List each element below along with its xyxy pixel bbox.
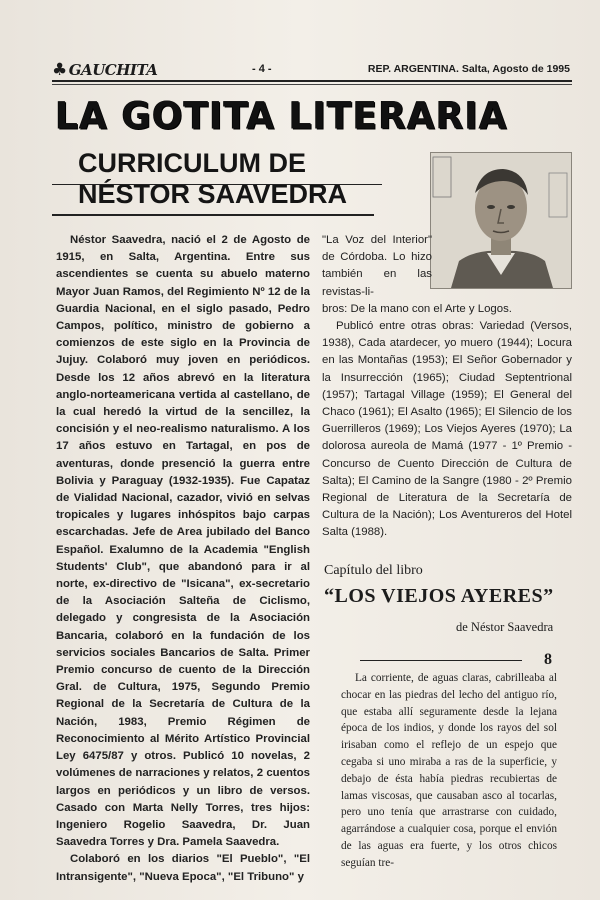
dateline: REP. ARGENTINA. Salta, Agosto de 1995 — [367, 63, 570, 75]
section-masthead: LA GOTITA LITERARIA — [55, 94, 508, 139]
works-column — [322, 232, 572, 542]
biography-paragraph-2-continued: "La Voz del Interior" de Córdoba. Lo hizo también en las revistas-li- — [322, 234, 432, 298]
biography-paragraph-2-end: bros: De la mano con el Arte y Logos. — [322, 302, 512, 315]
chapter-rule — [360, 660, 522, 661]
page-header — [52, 60, 570, 82]
header-rule-thin — [52, 84, 572, 85]
headline-line-1: CURRICULUM DE — [78, 148, 306, 178]
biography-paragraph-2-start: Colaboró en los diarios "El Pueblo", "El Intransigente", "Nueva Epoca", "El Tribuno" y — [56, 853, 310, 883]
chapter-label: Capítulo del libro — [324, 563, 423, 578]
newspaper-logo — [52, 60, 157, 80]
logo-text: GAUCHITA — [68, 61, 158, 79]
works-paragraph: Publicó entre otras obras: Variedad (Versos, 1938), Cada atardecer, yo muero (1944); Locura en las Montañas (1953); El Señor Gobernador y la Insurrección (1965); Ciudad Septentrional (1957); Tartagal Village (1959); El General del Chaco (1961); El Asalto (1965); El Silencio de los Guerrilleros (1969); Los Viejos Ayeres (1970); La dolorosa aureola de Mamá (1977 - 1º Premio - Concurso de Cuento Dirección de Cultura de Salta); El Camino de la Sangre (1980 - 2º Premio Regional de Literatura de la Secretaría de Cultura de la Nación); Los Aventureros del Hotel Salta (1988). — [322, 320, 572, 539]
chapter-number: 8 — [544, 651, 552, 668]
chapter-excerpt — [341, 670, 557, 872]
header-rule — [52, 80, 572, 82]
headline-rule-1 — [52, 184, 382, 185]
excerpt-paragraph: La corriente, de aguas claras, cabrilleaba al chocar en las piedras del lecho del antiguo río, que estaba allí seguramente desde la lejana época de los indios, y donde los rayos del sol irisaban como el reflejo de un espejo que cegaba si uno miraba a ras de la superficie, y debajo de ésta había piedras recubiertas de lamas viscosas, que causaban asco al tocarlas, pero uno tenía que arrastrarse con cuidado, agarrándose a cualquier cosa, porque el envión de las aguas era fuerte, y los otros chicos seguían tre- — [341, 672, 557, 869]
headline-rule-2 — [52, 214, 374, 216]
article-headline — [78, 148, 378, 210]
biography-column — [56, 232, 310, 886]
biography-paragraph-1: Néstor Saavedra, nació el 2 de Agosto de 1915, en Salta, Argentina. Entre sus ascendientes se cuenta su abuelo materno Mayor Juan Ramos, del Regimiento Nº 12 de la Guardia Nacional, en el siglo pasado, Pedro Campos, político, ministro de gobierno a comienzos de este siglo en la Provincia de Jujuy. Colaboró muy joven en periódicos. Desde los 12 años abrevó en la literatura anglo-norteamericana vertida al castellano, de la cual heredó la virtud de la sencillez, la concisión y el neo-realismo naturalismo. A los 17 años estuvo en Tartagal, en pos de aventuras, donde presenció la guerra entre Bolivia y Paraguay (1932-1935). Fue Capataz de Vialidad Nacional, cazador, vivió en selvas tropicales y lugares inhóspitos bajo carpas escarchadas. Jefe de Area jubilado del Banco Español. Exalumno de la Academia "English Students' Club", que abandonó para ir al norte, ex-directivo de "Isicana", ex-secretario de la Asociación Salteña de Ciclismo, delegado y congresista de la Asociación Bancaria, colaboró en la fundación de los servicios sociales Bancarios de Salta. Primer Premio concurso de cuento de la Dirección Gral. de Cultura, 1975, Segundo Premio Regional de la Secretaría de Cultura de la Nación, 1983, Premio Régimen de Reconocimiento al Mérito Artístico Provincial Ley 6475/87 y otros. Publicó 10 novelas, 2 volúmenes de narraciones y relatos, 2 cuentos largos en periódicos y un libro de versos. Casado con Marta Nelly Torres, tres hijos: Ingeniero Rogelio Saavedra, Dr. Juan Saavedra Torres y Dra. Pamela Saavedra. — [56, 234, 310, 849]
logo-mark-icon: ♣ — [52, 60, 67, 80]
chapter-title: “LOS VIEJOS AYERES” — [324, 585, 554, 607]
chapter-author: de Néstor Saavedra — [456, 620, 554, 634]
headline-line-2: NÉSTOR SAAVEDRA — [78, 179, 348, 209]
page-number: - 4 - — [252, 63, 272, 75]
